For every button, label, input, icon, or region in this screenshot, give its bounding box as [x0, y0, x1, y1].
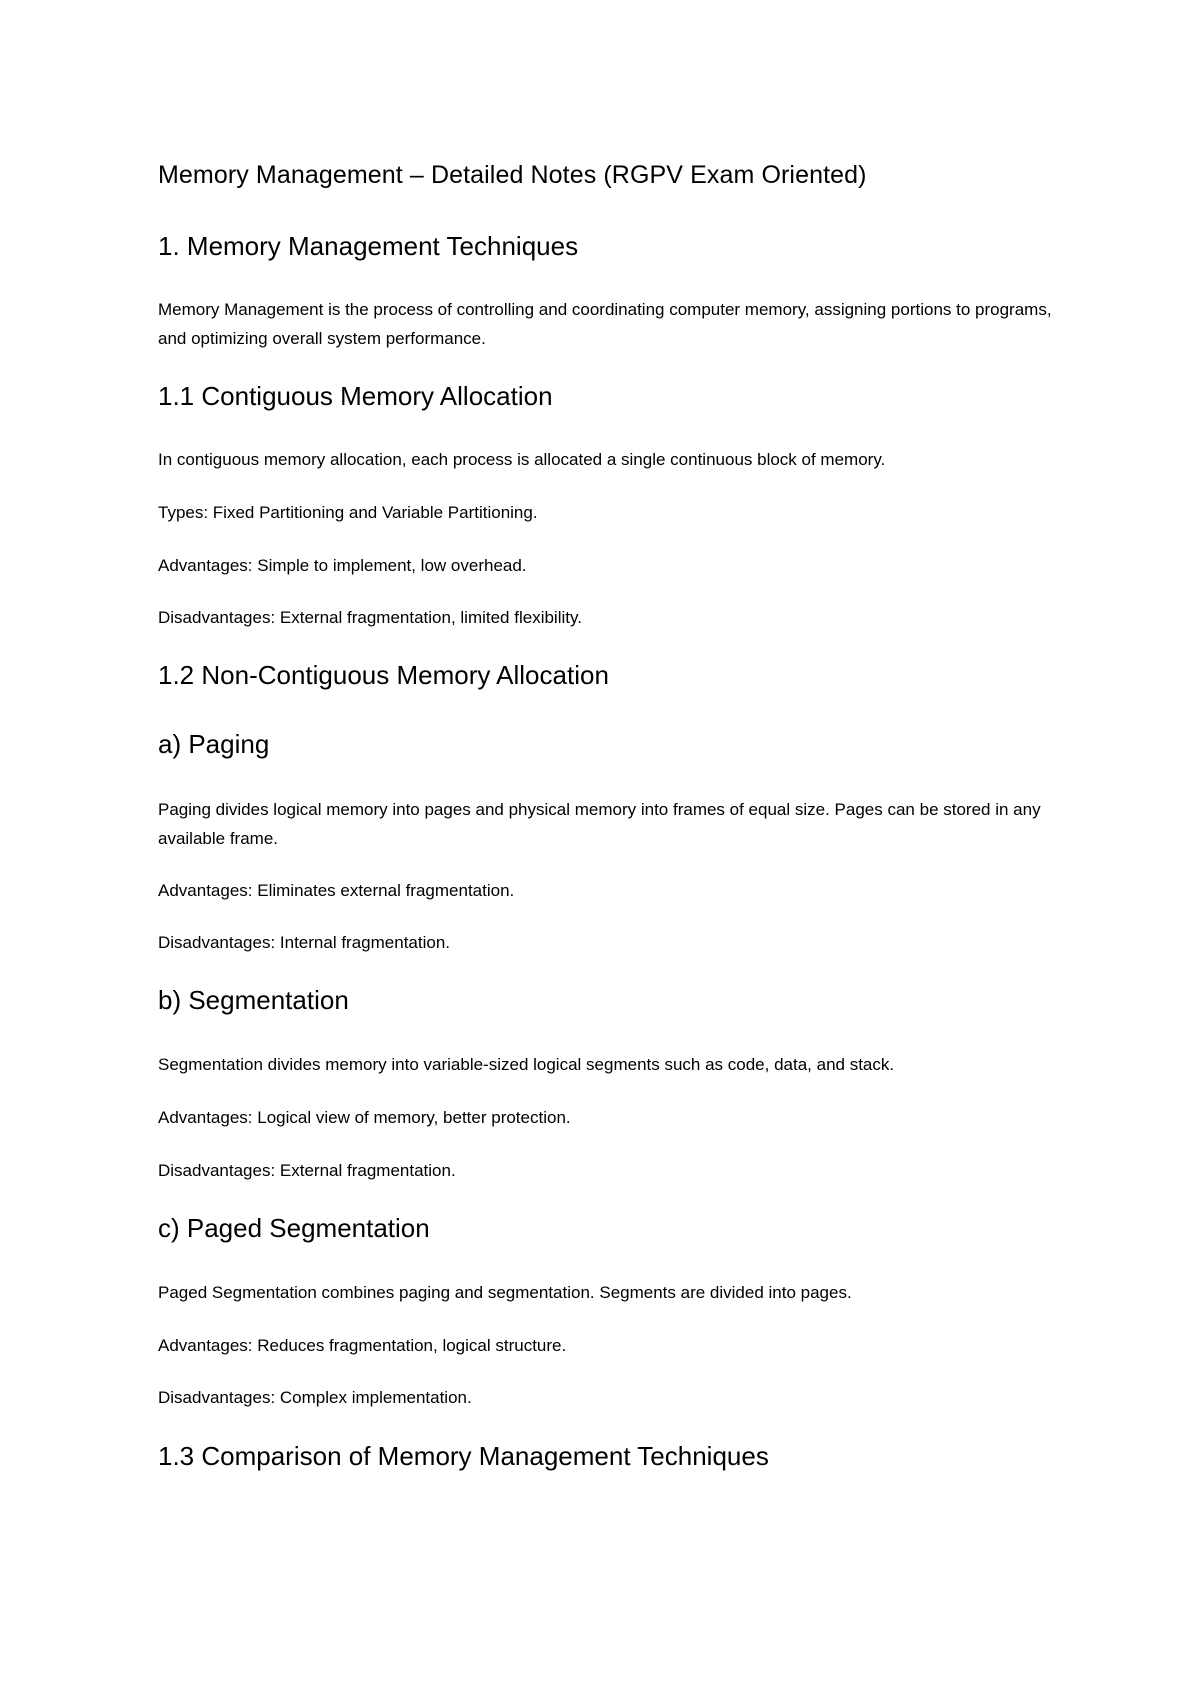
contiguous-description: In contiguous memory allocation, each process is allocated a single continuous block of memory.	[158, 450, 886, 469]
subsection-heading-non-contiguous-allocation: 1.2 Non-Contiguous Memory Allocation	[158, 660, 609, 690]
paging-description: Paging divides logical memory into pages and physical memory into frames of equal size. Pages can be stored in any available frame.	[158, 800, 1041, 848]
subsection-heading-comparison: 1.3 Comparison of Memory Management Techniques	[158, 1441, 769, 1471]
paged-segmentation-description: Paged Segmentation combines paging and segmentation. Segments are divided into pages.	[158, 1283, 852, 1302]
contiguous-disadvantages: Disadvantages: External fragmentation, limited flexibility.	[158, 608, 582, 627]
contiguous-advantages: Advantages: Simple to implement, low overhead.	[158, 556, 527, 575]
section-heading-memory-management-techniques: 1. Memory Management Techniques	[158, 231, 579, 261]
subsection-heading-contiguous-allocation: 1.1 Contiguous Memory Allocation	[158, 381, 553, 411]
segmentation-description: Segmentation divides memory into variable-sized logical segments such as code, data, and stack.	[158, 1055, 895, 1074]
paging-heading: a) Paging	[158, 729, 270, 759]
contiguous-types: Types: Fixed Partitioning and Variable Partitioning.	[158, 503, 538, 522]
segmentation-advantages: Advantages: Logical view of memory, better protection.	[158, 1108, 571, 1127]
paged-segmentation-heading: c) Paged Segmentation	[158, 1213, 430, 1243]
document-title: Memory Management – Detailed Notes (RGPV Exam Oriented)	[158, 161, 867, 189]
paging-advantages: Advantages: Eliminates external fragmentation.	[158, 881, 515, 900]
paged-segmentation-disadvantages: Disadvantages: Complex implementation.	[158, 1388, 472, 1407]
segmentation-heading: b) Segmentation	[158, 985, 349, 1015]
segmentation-disadvantages: Disadvantages: External fragmentation.	[158, 1161, 456, 1180]
paging-disadvantages: Disadvantages: Internal fragmentation.	[158, 933, 451, 952]
paged-segmentation-advantages: Advantages: Reduces fragmentation, logical structure.	[158, 1336, 567, 1355]
section-intro-paragraph: Memory Management is the process of controlling and coordinating computer memory, assigning portions to programs, and optimizing overall system performance.	[158, 300, 1052, 348]
